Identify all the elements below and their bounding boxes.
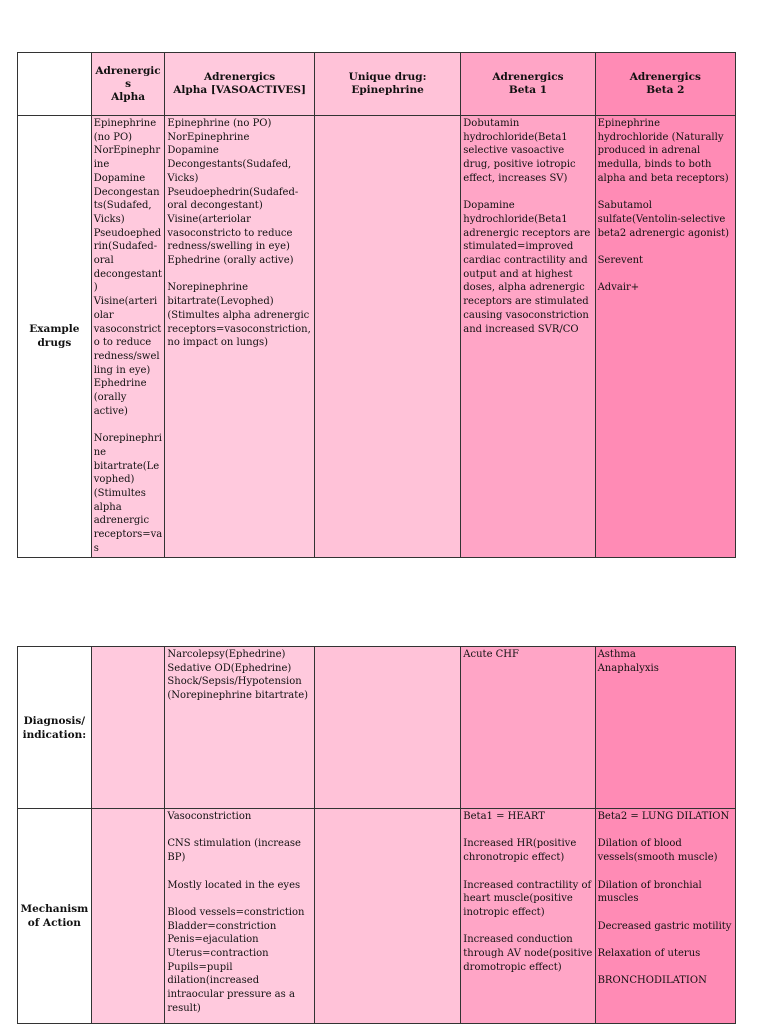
cell-mechanism-alpha	[91, 809, 165, 1024]
cell-example-drugs-beta2: Epinephrine hydrochloride (Naturally produced in adrenal medulla, binds to both alpha and beta receptors) Sabutamol sulfate(Ventolin-selective beta2 adrenergic agonist) Serevent Advair+	[595, 116, 735, 558]
drug-class-table-top	[17, 52, 736, 558]
header-row	[18, 53, 736, 116]
cell-mechanism-epinephrine	[314, 809, 460, 1024]
header-adrenergics-alpha: Adrenergics Alpha	[91, 53, 165, 116]
cell-mechanism-beta1: Beta1 = HEART Increased HR(positive chronotropic effect) Increased contractility of heart muscle(positive inotropic effect) Increased conduction through AV node(positive dromotropic effect)	[461, 809, 595, 1024]
header-adrenergics-beta2: Adrenergics Beta 2	[595, 53, 735, 116]
cell-example-drugs-beta1: Dobutamin hydrochloride(Beta1 selective vasoactive drug, positive iotropic effect, increases SV) Dopamine hydrochloride(Beta1 adrenergic receptors are stimulated=improved cardiac contractility and output and at highest doses, alpha adrenergic receptors are stimulated causing vasoconstriction and increased SVR/CO	[461, 116, 595, 558]
mechanism-row	[18, 809, 736, 1024]
drug-class-table-bottom	[17, 646, 736, 1024]
cell-diagnosis-alpha-vasoactives: Narcolepsy(Ephedrine) Sedative OD(Ephedrine) Shock/Sepsis/Hypotension (Norepinephrine bitartrate)	[165, 647, 314, 809]
header-adrenergics-alpha-vasoactives: Adrenergics Alpha [VASOACTIVES]	[165, 53, 314, 116]
header-unique-drug-epinephrine: Unique drug: Epinephrine	[314, 53, 460, 116]
header-empty	[18, 53, 92, 116]
cell-diagnosis-beta1: Acute CHF	[461, 647, 595, 809]
diagnosis-row	[18, 647, 736, 809]
cell-diagnosis-beta2: Asthma Anaphalyxis	[595, 647, 735, 809]
cell-example-drugs-alpha-vasoactives: Epinephrine (no PO) NorEpinephrine Dopamine Decongestants(Sudafed, Vicks) Pseudoephedrin(Sudafed-oral decongestant) Visine(arteriolar vasoconstricto to reduce redness/swelling in eye) Ephedrine (orally active) Norepinephrine bitartrate(Levophed) (Stimultes alpha adrenergic receptors=vasoconstriction, no impact on lungs)	[165, 116, 314, 558]
header-adrenergics-beta1: Adrenergics Beta 1	[461, 53, 595, 116]
cell-mechanism-alpha-vasoactives: Vasoconstriction CNS stimulation (increase BP) Mostly located in the eyes Blood vessels=constriction Bladder=constriction Penis=ejaculation Uterus=contraction Pupils=pupil dilation(increased intraocular pressure as a result)	[165, 809, 314, 1024]
example-drugs-row	[18, 116, 736, 558]
row-label-example-drugs: Example drugs	[18, 116, 92, 558]
cell-mechanism-beta2: Beta2 = LUNG DILATION Dilation of blood vessels(smooth muscle) Dilation of bronchial muscles Decreased gastric motility Relaxation of uterus BRONCHODILATION	[595, 809, 735, 1024]
cell-diagnosis-epinephrine	[314, 647, 460, 809]
row-label-diagnosis: Diagnosis/ indication:	[18, 647, 92, 809]
cell-example-drugs-alpha: Epinephrine (no PO) NorEpinephrine Dopamine Decongestants(Sudafed, Vicks) Pseudoephedrin(Sudafed-oral decongestant) Visine(arteriolar vasoconstrict o to reduce redness/swelling in eye) Ephedrine (orally active) Norepinephrine bitartrate(Levophed) (Stimultes alpha adrenergic receptors=vas	[91, 116, 165, 558]
cell-example-drugs-epinephrine	[314, 116, 460, 558]
cell-diagnosis-alpha	[91, 647, 165, 809]
row-label-mechanism: Mechanism of Action	[18, 809, 92, 1024]
